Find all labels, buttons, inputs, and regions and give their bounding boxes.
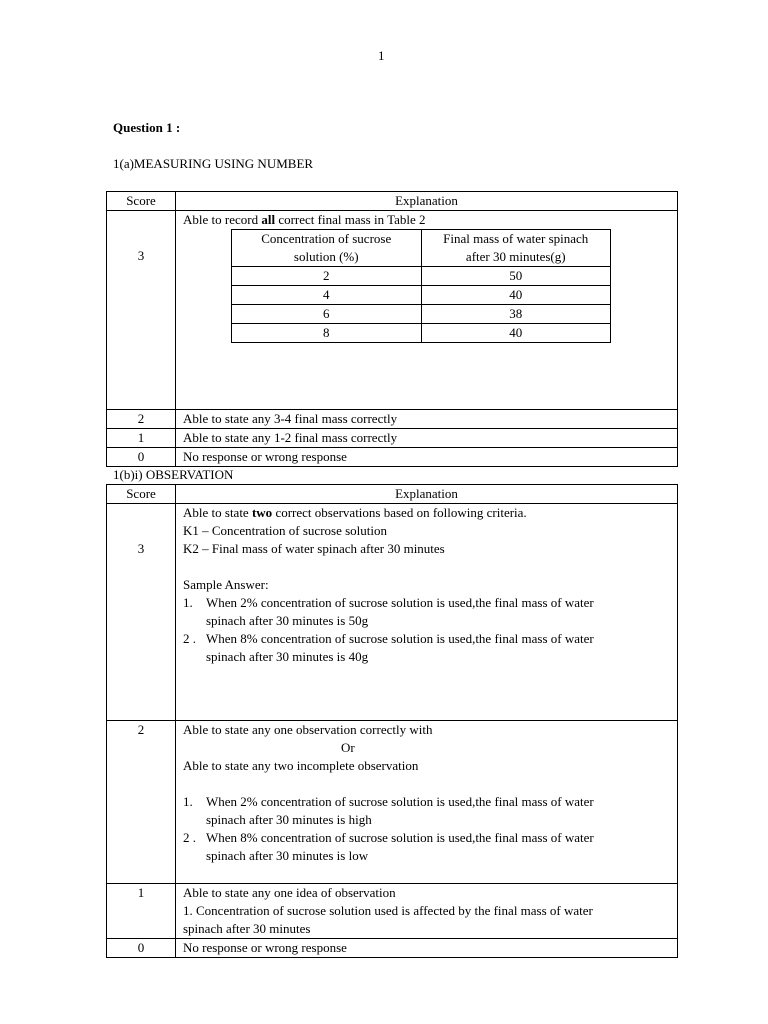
criterion-k2: K2 – Final mass of water spinach after 30 minutes — [183, 541, 445, 556]
score-cell: 1 — [107, 884, 176, 939]
concentration-value: 2 — [232, 267, 422, 286]
final-mass-table — [231, 229, 611, 343]
example-answer-2: 2 . When 8% concentration of sucrose solution is used,the final mass of water spinach after 30 minutes is low — [183, 830, 594, 863]
or-text: Or — [341, 740, 355, 755]
measuring-rubric-table — [106, 191, 678, 467]
explanation-cell: Able to state any 3-4 final mass correctly — [176, 410, 678, 429]
criteria-text: Able to state any one observation correctly with — [183, 722, 433, 737]
table-row — [107, 211, 678, 410]
table-row — [107, 721, 678, 884]
explanation-header: Explanation — [176, 485, 678, 504]
sample-answer-1: 1. When 2% concentration of sucrose solution is used,the final mass of water spinach after 30 minutes is 50g — [183, 595, 594, 628]
mass-value: 50 — [421, 267, 611, 286]
table-header-row — [107, 192, 678, 211]
mass-value: 38 — [421, 305, 611, 324]
concentration-value: 8 — [232, 324, 422, 343]
score-cell: 2 — [107, 410, 176, 429]
example-answer-1-cont: spinach after 30 minutes — [183, 921, 311, 936]
question-title: Question 1 : — [113, 120, 181, 135]
table-header-row — [107, 485, 678, 504]
explanation-cell — [176, 721, 678, 884]
sample-answer-label: Sample Answer: — [183, 577, 269, 592]
mass-value: 40 — [421, 286, 611, 305]
explanation-cell: Able to state any 1-2 final mass correctly — [176, 429, 678, 448]
example-answer-1: 1. When 2% concentration of sucrose solution is used,the final mass of water spinach after 30 minutes is high — [183, 794, 594, 827]
score-cell: 3 — [107, 504, 176, 721]
sample-answer-2: 2 . When 8% concentration of sucrose solution is used,the final mass of water spinach after 30 minutes is 40g — [183, 631, 594, 664]
explanation-cell — [176, 211, 678, 410]
emphasis-text: all — [261, 212, 276, 227]
mass-row — [232, 286, 611, 305]
score-cell: 0 — [107, 939, 176, 958]
mass-value: 40 — [421, 324, 611, 343]
mass-row — [232, 324, 611, 343]
score-cell: 2 — [107, 721, 176, 884]
mass-row — [232, 267, 611, 286]
criteria-text: Able to state any one idea of observation — [183, 885, 396, 900]
score-cell: 1 — [107, 429, 176, 448]
explanation-cell — [176, 504, 678, 721]
explanation-cell: No response or wrong response — [176, 939, 678, 958]
table-row — [107, 504, 678, 721]
table-row — [107, 448, 678, 467]
criteria-text: Able to state two correct observations based on following criteria. — [183, 505, 527, 520]
concentration-value: 6 — [232, 305, 422, 324]
criteria-text-alt: Able to state any two incomplete observation — [183, 758, 419, 773]
table-row — [107, 410, 678, 429]
score-cell: 3 — [107, 211, 176, 410]
table-row — [107, 429, 678, 448]
concentration-header: Concentration of sucrose solution (%) — [232, 230, 422, 267]
mass-table-header — [232, 230, 611, 267]
page-number: 1 — [378, 48, 385, 63]
table-row — [107, 884, 678, 939]
final-mass-header: Final mass of water spinach after 30 minutes(g) — [421, 230, 611, 267]
explanation-cell: No response or wrong response — [176, 448, 678, 467]
section-b-heading: 1(b)i) OBSERVATION — [113, 467, 234, 482]
mass-row — [232, 305, 611, 324]
observation-rubric-table — [106, 484, 678, 958]
criteria-text: Able to record all correct final mass in Table 2 — [183, 212, 426, 227]
explanation-header: Explanation — [176, 192, 678, 211]
concentration-value: 4 — [232, 286, 422, 305]
explanation-cell — [176, 884, 678, 939]
score-header: Score — [107, 485, 176, 504]
score-header: Score — [107, 192, 176, 211]
criterion-k1: K1 – Concentration of sucrose solution — [183, 523, 387, 538]
score-cell: 0 — [107, 448, 176, 467]
example-answer-1: 1. Concentration of sucrose solution used is affected by the final mass of water — [183, 903, 593, 918]
table-row — [107, 939, 678, 958]
emphasis-text: two — [251, 505, 273, 520]
section-a-heading: 1(a)MEASURING USING NUMBER — [113, 156, 314, 171]
